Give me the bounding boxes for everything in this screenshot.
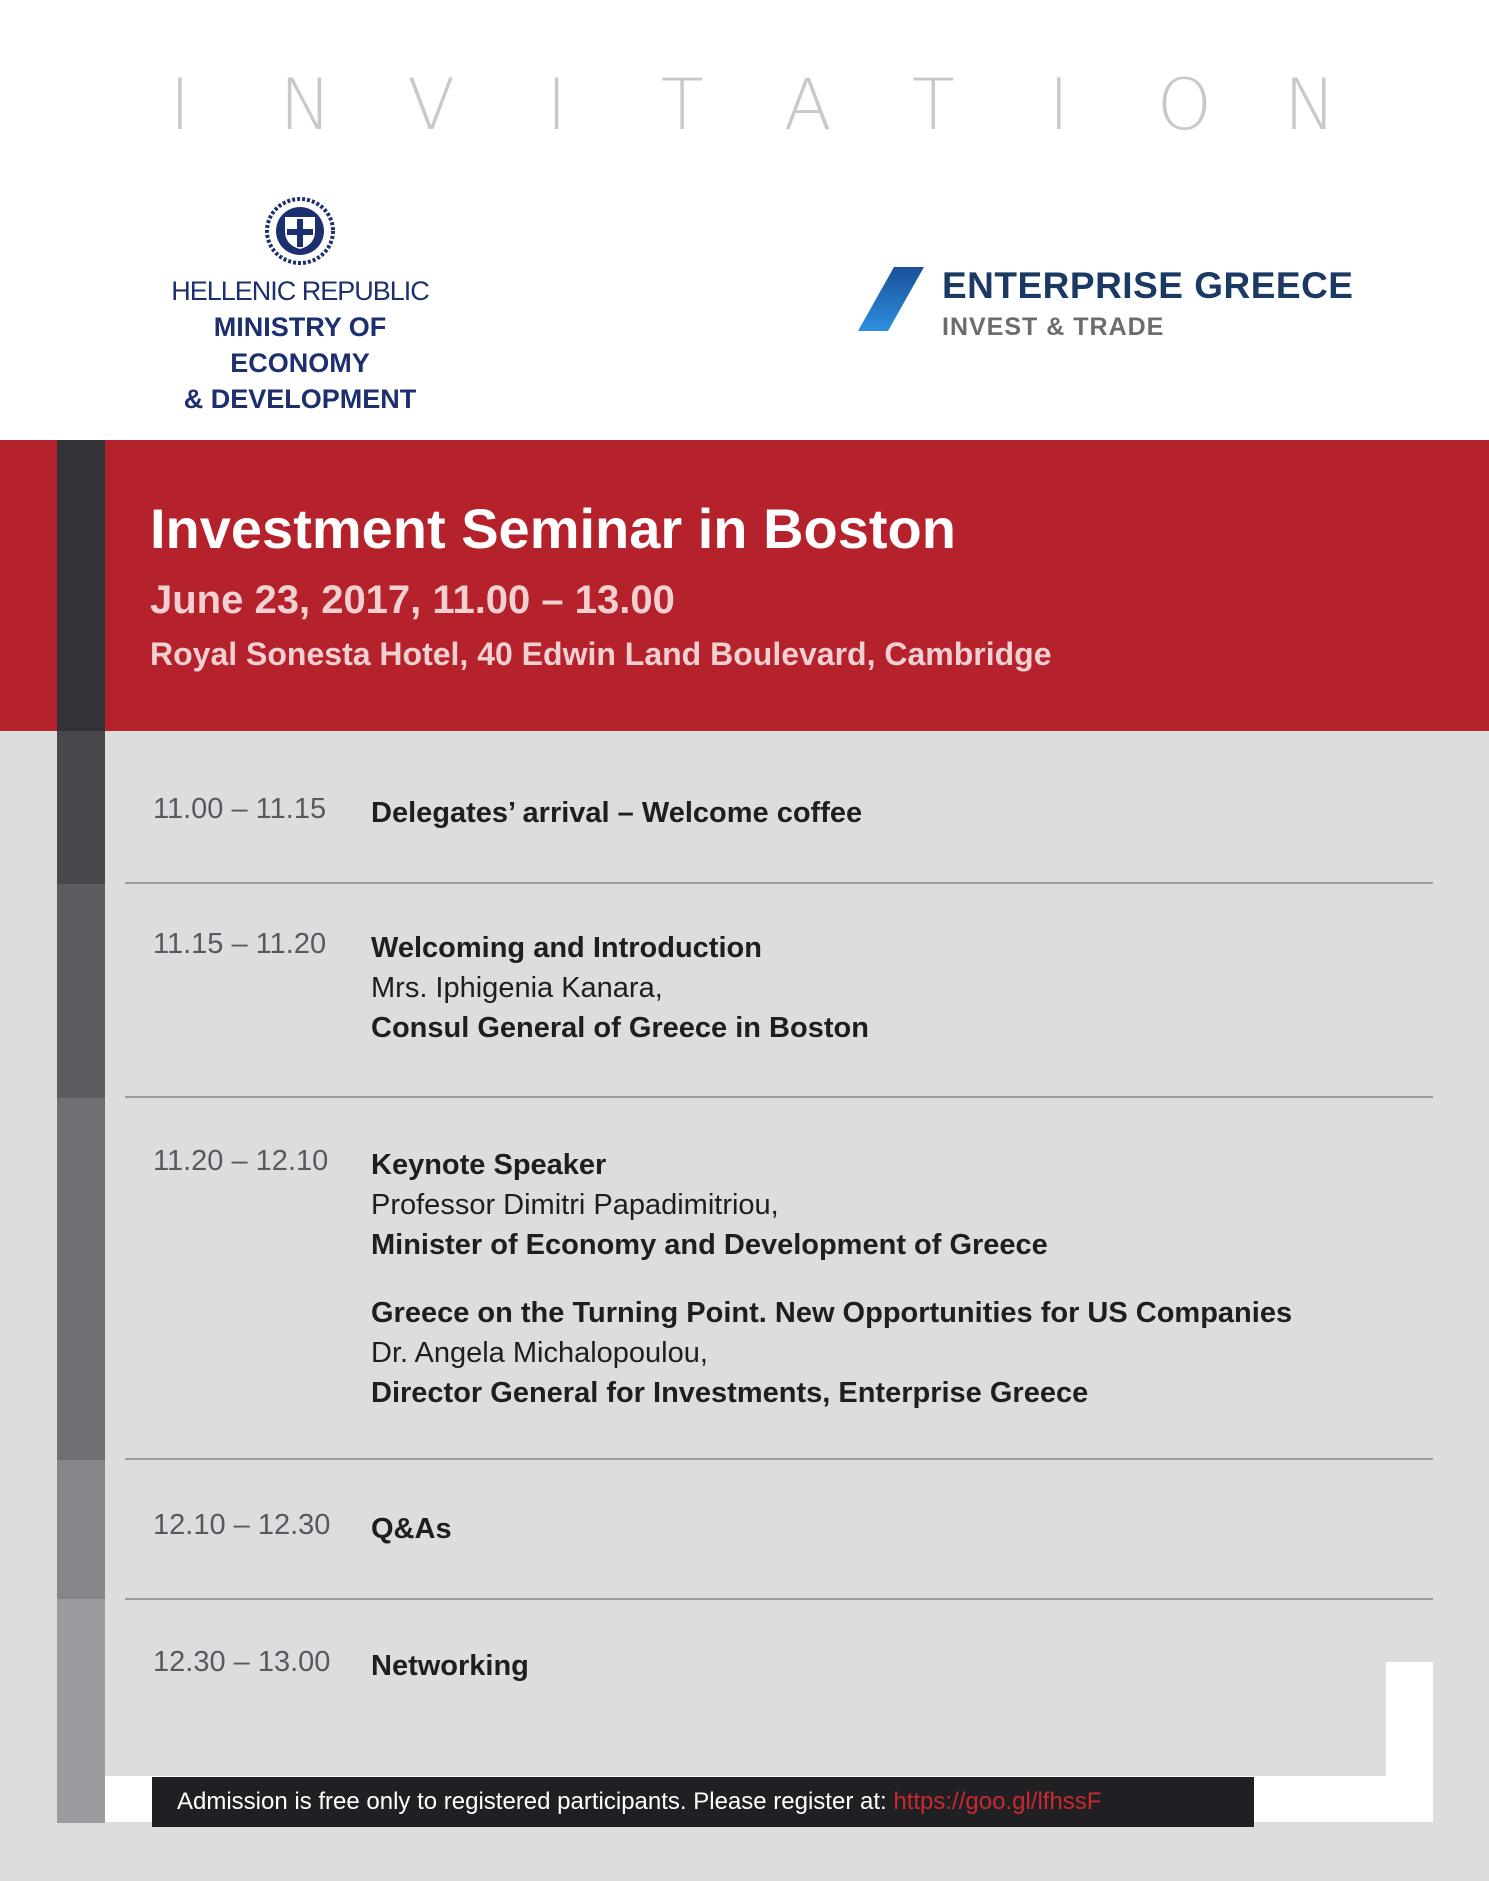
footer-text: Admission is free only to registered participants. Please register at: bbox=[177, 1788, 894, 1815]
stripe-segment bbox=[57, 1098, 105, 1460]
agenda-content bbox=[371, 928, 869, 1048]
agenda-time: 11.20 – 12.10 bbox=[153, 1145, 329, 1177]
agenda-title: Q&As bbox=[371, 1513, 452, 1545]
agenda-content bbox=[371, 1646, 529, 1686]
heading-letter: N bbox=[1283, 64, 1337, 146]
heading-letter: T bbox=[660, 64, 704, 146]
agenda-content bbox=[371, 1509, 452, 1549]
stripe-segment bbox=[57, 884, 105, 1098]
event-date: June 23, 2017, 11.00 – 13.00 bbox=[150, 578, 675, 622]
heading-letter: A bbox=[783, 64, 832, 146]
stripe-segment bbox=[57, 1599, 105, 1823]
agenda-time: 12.30 – 13.00 bbox=[153, 1646, 331, 1678]
ministry-line-ministry: MINISTRY OF ECONOMY bbox=[213, 312, 387, 378]
agenda-time: 11.15 – 11.20 bbox=[153, 928, 327, 960]
greek-coat-of-arms-icon bbox=[263, 195, 337, 267]
event-title: Investment Seminar in Boston bbox=[150, 497, 956, 560]
agenda-speaker: Professor Dimitri Papadimitriou, bbox=[371, 1189, 779, 1221]
divider bbox=[125, 882, 1433, 884]
event-venue: Royal Sonesta Hotel, 40 Edwin Land Boulevard, Cambridge bbox=[150, 636, 1052, 672]
divider bbox=[125, 1458, 1433, 1460]
heading-letter: V bbox=[407, 64, 456, 146]
agenda-time: 12.10 – 12.30 bbox=[153, 1509, 331, 1541]
stripe-segment bbox=[57, 1460, 105, 1599]
agenda-title: Welcoming and Introduction bbox=[371, 932, 762, 964]
heading-letter: O bbox=[1156, 64, 1212, 146]
stripe-segment bbox=[57, 440, 105, 731]
agenda-time: 11.00 – 11.15 bbox=[153, 793, 327, 825]
agenda-speaker: Mrs. Iphigenia Kanara, bbox=[371, 972, 663, 1004]
agenda-role-2: Director General for Investments, Enterprise Greece bbox=[371, 1377, 1089, 1409]
registration-footer bbox=[152, 1777, 1254, 1827]
heading-letter: N bbox=[279, 64, 332, 146]
agenda-content bbox=[371, 793, 862, 833]
ministry-logo bbox=[150, 195, 450, 417]
agenda-role: Minister of Economy and Development of Greece bbox=[371, 1229, 1048, 1261]
invitation-heading bbox=[150, 64, 1340, 146]
divider bbox=[125, 1598, 1433, 1600]
agenda-title: Networking bbox=[371, 1650, 529, 1682]
footer-text-wrap bbox=[177, 1777, 1101, 1827]
stripe-segment bbox=[57, 731, 105, 884]
agenda-title-2: Greece on the Turning Point. New Opportunities for US Companies bbox=[371, 1297, 1293, 1329]
enterprise-greece-tagline: INVEST & TRADE bbox=[942, 313, 1165, 341]
agenda-speaker-2: Dr. Angela Michalopoulou, bbox=[371, 1337, 708, 1369]
heading-letter: T bbox=[911, 64, 955, 146]
agenda-content bbox=[371, 1145, 1292, 1413]
divider bbox=[125, 1096, 1433, 1098]
agenda-role: Consul General of Greece in Boston bbox=[371, 1012, 869, 1044]
heading-letter: I bbox=[1048, 64, 1070, 146]
ministry-line-development: & DEVELOPMENT bbox=[183, 384, 417, 414]
ministry-line-republic: HELLENIC REPUBLIC bbox=[171, 276, 429, 306]
agenda-title: Delegates’ arrival – Welcome coffee bbox=[371, 797, 863, 829]
registration-link[interactable]: https://goo.gl/lfhssF bbox=[893, 1788, 1102, 1815]
enterprise-greece-name: ENTERPRISE GREECE bbox=[942, 265, 1354, 306]
heading-letter: I bbox=[169, 64, 191, 146]
agenda-title: Keynote Speaker bbox=[371, 1149, 607, 1181]
blue-slash-icon bbox=[858, 267, 928, 331]
heading-letter: I bbox=[546, 64, 567, 146]
